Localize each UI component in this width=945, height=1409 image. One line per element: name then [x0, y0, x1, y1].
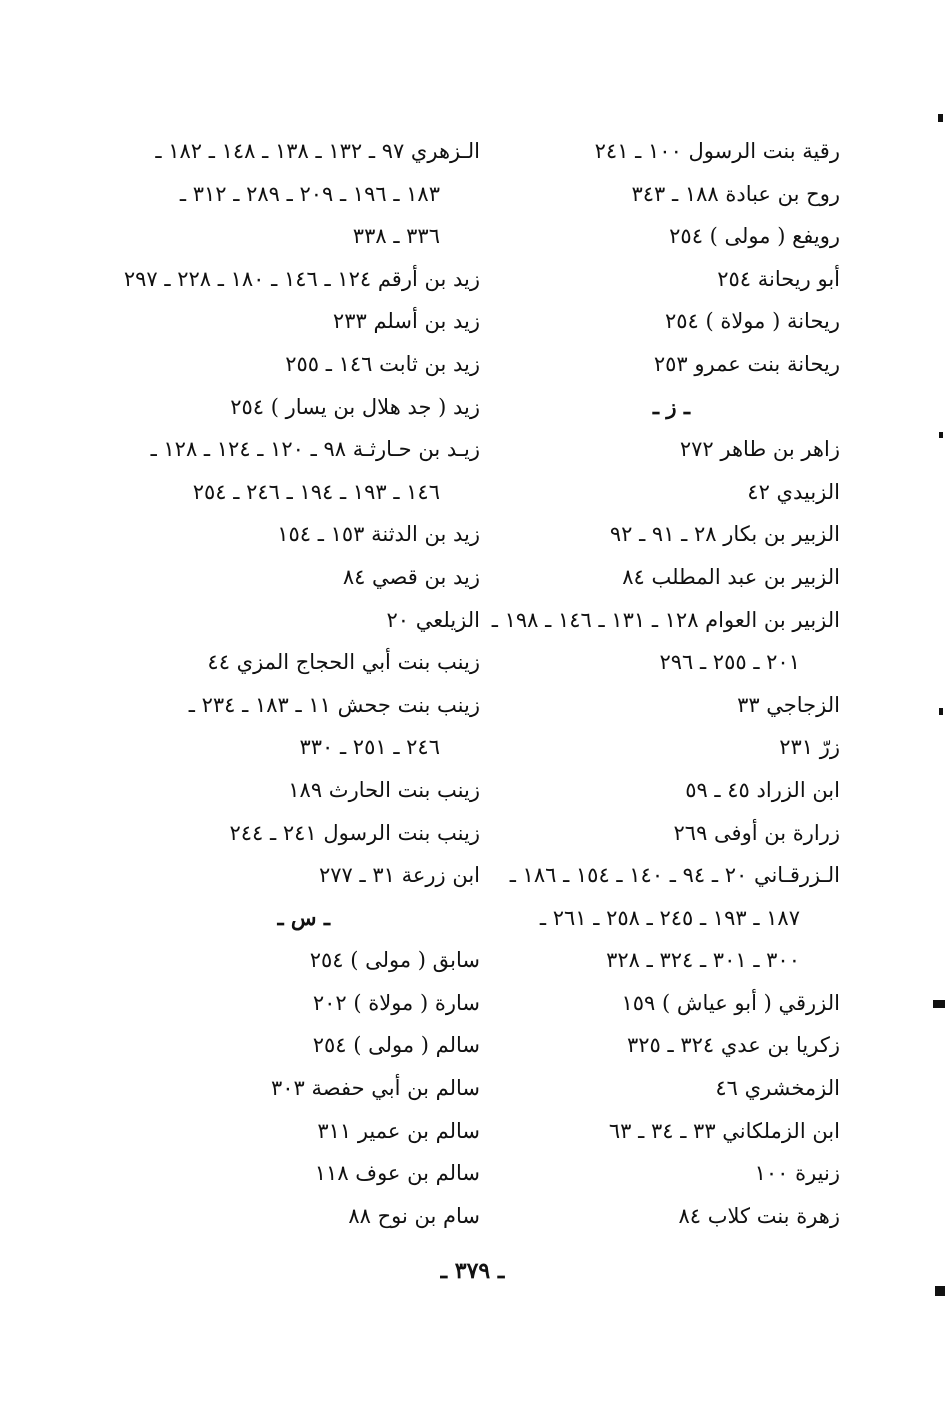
- index-entry: زيـد بن حـارثـة ٩٨ ـ ١٢٠ ـ ١٢٤ ـ ١٢٨ ـ: [150, 437, 480, 462]
- index-entry: زكريا بن عدي ٣٢٤ ـ ٣٢٥: [626, 1033, 840, 1058]
- page-number: ـ ٣٧٩ ـ: [440, 1258, 505, 1284]
- index-entry-continuation: ١٨٣ ـ ١٩٦ ـ ٢٠٩ ـ ٢٨٩ ـ ٣١٢ ـ: [179, 181, 440, 206]
- scan-mark: [939, 708, 943, 715]
- index-entry: الزيلعي ٢٠: [386, 607, 480, 632]
- index-entry: الزرقي ( أبو عياش ) ١٥٩: [621, 990, 840, 1015]
- index-entry-continuation: ١٤٦ ـ ١٩٣ ـ ١٩٤ ـ ٢٤٦ ـ ٢٥٤: [192, 479, 440, 504]
- index-entry: سارة ( مولاة ) ٢٠٢: [312, 990, 480, 1015]
- index-entry: الزبيدي ٤٢: [747, 479, 840, 504]
- index-entry: زاهر بن طاهر ٢٧٢: [679, 437, 840, 462]
- index-entry-continuation: ١٨٧ ـ ١٩٣ ـ ٢٤٥ ـ ٢٥٨ ـ ٢٦١ ـ: [539, 905, 800, 930]
- index-entry: الزبير بن بكار ٢٨ ـ ٩١ ـ ٩٢: [609, 522, 840, 547]
- index-entry: زينب بنت جحش ١١ ـ ١٨٣ ـ ٢٣٤ ـ: [188, 692, 480, 717]
- index-entry: أبو ريحانة ٢٥٤: [717, 266, 840, 291]
- index-entry: زرارة بن أوفى ٢٦٩: [673, 820, 840, 845]
- index-entry-continuation: ٢٤٦ ـ ٢٥١ ـ ٣٣٠: [299, 735, 440, 760]
- index-entry: زيد بن الدثنة ١٥٣ ـ ١٥٤: [277, 522, 480, 547]
- index-entry: الزمخشري ٤٦: [715, 1076, 840, 1101]
- index-entry: ريحانة ( مولاة ) ٢٥٤: [664, 309, 840, 334]
- index-entry: روح بن عبادة ١٨٨ ـ ٣٤٣: [631, 181, 840, 206]
- index-entry: ابن الزملكاني ٣٣ ـ ٣٤ ـ ٦٣: [608, 1118, 840, 1143]
- index-entry: زيد بن قصي ٨٤: [342, 564, 480, 589]
- index-entry: رويفع ( مولى ) ٢٥٤: [669, 224, 840, 249]
- index-entry: زيد بن أسلم ٢٣٣: [332, 309, 480, 334]
- index-column-right: [480, 130, 840, 1237]
- index-entry: زيد ( جد هلال بن يسار ) ٢٥٤: [230, 394, 480, 419]
- index-entry: زيد بن أرقم ١٢٤ ـ ١٤٦ ـ ١٨٠ ـ ٢٢٨ ـ ٢٩٧: [123, 266, 480, 291]
- index-entry: رقية بنت الرسول ١٠٠ ـ ٢٤١: [594, 139, 840, 163]
- scan-mark: [938, 114, 943, 122]
- index-column-left: [123, 130, 480, 1237]
- index-entry: الـزهري ٩٧ ـ ١٣٢ ـ ١٣٨ ـ ١٤٨ ـ ١٨٢ ـ: [155, 139, 480, 163]
- index-entry-continuation: ٣٠٠ ـ ٣٠١ ـ ٣٢٤ ـ ٣٢٨: [606, 948, 800, 973]
- index-entry: زرّ ٢٣١: [779, 735, 840, 760]
- section-letter-heading: ـ ز ـ: [652, 393, 690, 419]
- index-entry-continuation: ٣٣٦ ـ ٣٣٨: [352, 224, 440, 249]
- section-letter-heading: ـ س ـ: [277, 904, 330, 930]
- index-entry: سالم ( مولى ) ٢٥٤: [312, 1033, 480, 1058]
- index-entry: زنيرة ١٠٠: [754, 1161, 840, 1186]
- index-entry: الـزرقـاني ٢٠ ـ ٩٤ ـ ١٤٠ ـ ١٥٤ ـ ١٨٦ ـ: [509, 863, 840, 888]
- scan-mark: [935, 1286, 945, 1296]
- index-entry: زينب بنت أبي الحجاج المزي ٤٤: [207, 650, 480, 675]
- index-entry: زهرة بنت كلاب ٨٤: [678, 1203, 840, 1228]
- index-entry: الزبير بن عبد المطلب ٨٤: [622, 564, 840, 589]
- index-entry: ابن زرعة ٣١ ـ ٢٧٧: [318, 863, 480, 888]
- index-entry: سالم بن عمير ٣١١: [317, 1118, 480, 1143]
- index-entry: الزبير بن العوام ١٢٨ ـ ١٣١ ـ ١٤٦ ـ ١٩٨ ـ: [491, 607, 840, 632]
- index-entry: سابق ( مولى ) ٢٥٤: [309, 948, 480, 973]
- index-entry-continuation: ٢٠١ ـ ٢٥٥ ـ ٢٩٦: [659, 650, 800, 675]
- index-entry: الزجاجي ٣٣: [737, 692, 840, 717]
- index-entry: زينب بنت الحارث ١٨٩: [288, 777, 480, 802]
- scan-mark: [933, 1000, 945, 1008]
- index-entry: زيد بن ثابت ١٤٦ ـ ٢٥٥: [285, 351, 480, 376]
- index-entry: ريحانة بنت عمرو ٢٥٣: [653, 351, 840, 376]
- scan-mark: [939, 432, 943, 438]
- index-entry: ابن الزراد ٤٥ ـ ٥٩: [685, 777, 840, 802]
- index-entry: سالم بن أبي حفصة ٣٠٣: [270, 1076, 480, 1101]
- index-entry: سام بن نوح ٨٨: [348, 1203, 480, 1228]
- index-entry: زينب بنت الرسول ٢٤١ ـ ٢٤٤: [229, 820, 480, 845]
- index-entry: سالم بن عوف ١١٨: [314, 1161, 480, 1186]
